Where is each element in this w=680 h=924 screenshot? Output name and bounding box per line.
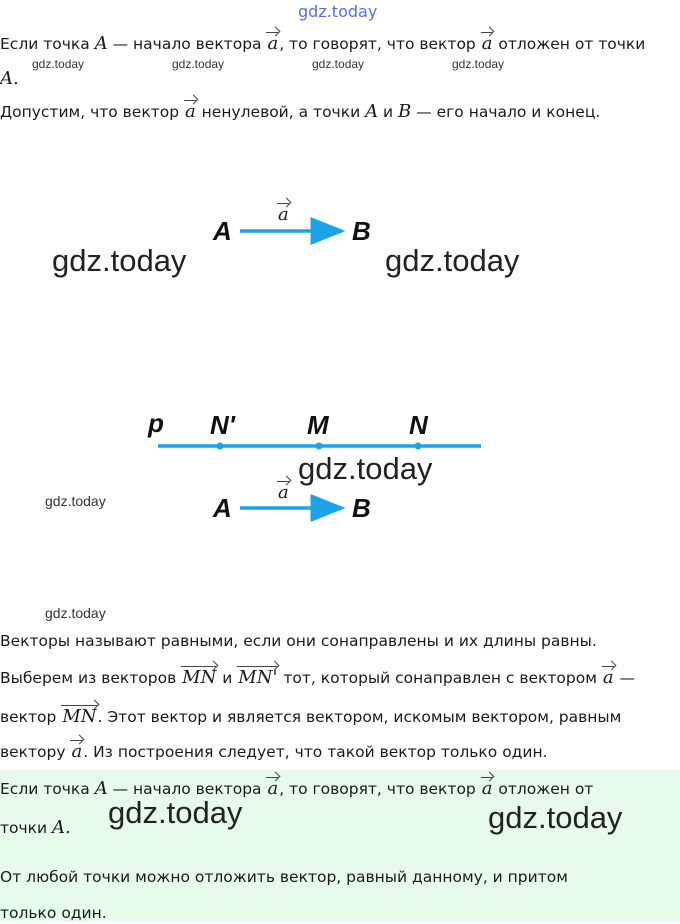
paragraph-this-vector: вектор MN. Этот вектор и является вектором, искомым вектором, равным — [0, 706, 622, 727]
label-vector-a: a — [278, 204, 289, 225]
watermark-small: gdz.today — [172, 57, 225, 71]
paragraph-nonzero-vector: Допустим, что вектор a ненулевой, а точки A и B — его начало и конец. — [0, 101, 601, 122]
label-point-n: N — [409, 410, 428, 440]
point-n-prime — [217, 443, 224, 450]
highlight-theorem: От любой точки можно отложить вектор, равный данному, и притом — [0, 868, 568, 886]
label-point-a-2: A — [213, 493, 232, 523]
watermark-big: gdz.today — [108, 795, 243, 830]
highlight-theorem-end: только один. — [0, 904, 107, 922]
watermark-top: gdz.today — [298, 2, 378, 21]
watermark-big: gdz.today — [385, 243, 520, 278]
paragraph-vector-origin-end: A. — [0, 68, 19, 89]
paragraph-only-one: вектору a. Из построения следует, что такой вектор только один. — [0, 741, 548, 762]
watermark-big: gdz.today — [488, 800, 623, 835]
watermark-small: gdz.today — [452, 57, 505, 71]
watermark-big: gdz.today — [298, 451, 433, 486]
watermark-small: gdz.today — [45, 493, 106, 509]
paragraph-equal-vectors: Векторы называют равными, если они сонаправлены и их длины равны. — [0, 632, 597, 650]
label-point-b: B — [352, 216, 371, 246]
watermark-small: gdz.today — [32, 57, 85, 71]
label-line-p: p — [148, 408, 164, 438]
label-point-n-prime: N' — [210, 410, 235, 440]
point-n — [415, 443, 422, 450]
label-vector-a-2: a — [278, 482, 289, 503]
watermark-small: gdz.today — [312, 57, 365, 71]
paragraph-choose-vector: Выберем из векторов MN и MN' тот, который сонаправлен с вектором a — — [0, 667, 636, 688]
label-point-a: A — [213, 216, 232, 246]
highlight-definition-end: точки A. — [0, 817, 71, 838]
watermark-big: gdz.today — [52, 243, 187, 278]
label-point-b-2: B — [352, 493, 371, 523]
point-m — [316, 443, 323, 450]
watermark-small: gdz.today — [45, 605, 106, 621]
highlight-definition: Если точка A — начало вектора a, то говорят, что вектор a отложен от — [0, 778, 594, 799]
paragraph-vector-origin: Если точка A — начало вектора a, то говорят, что вектор a отложен от точки — [0, 33, 646, 54]
label-point-m: M — [307, 410, 329, 440]
